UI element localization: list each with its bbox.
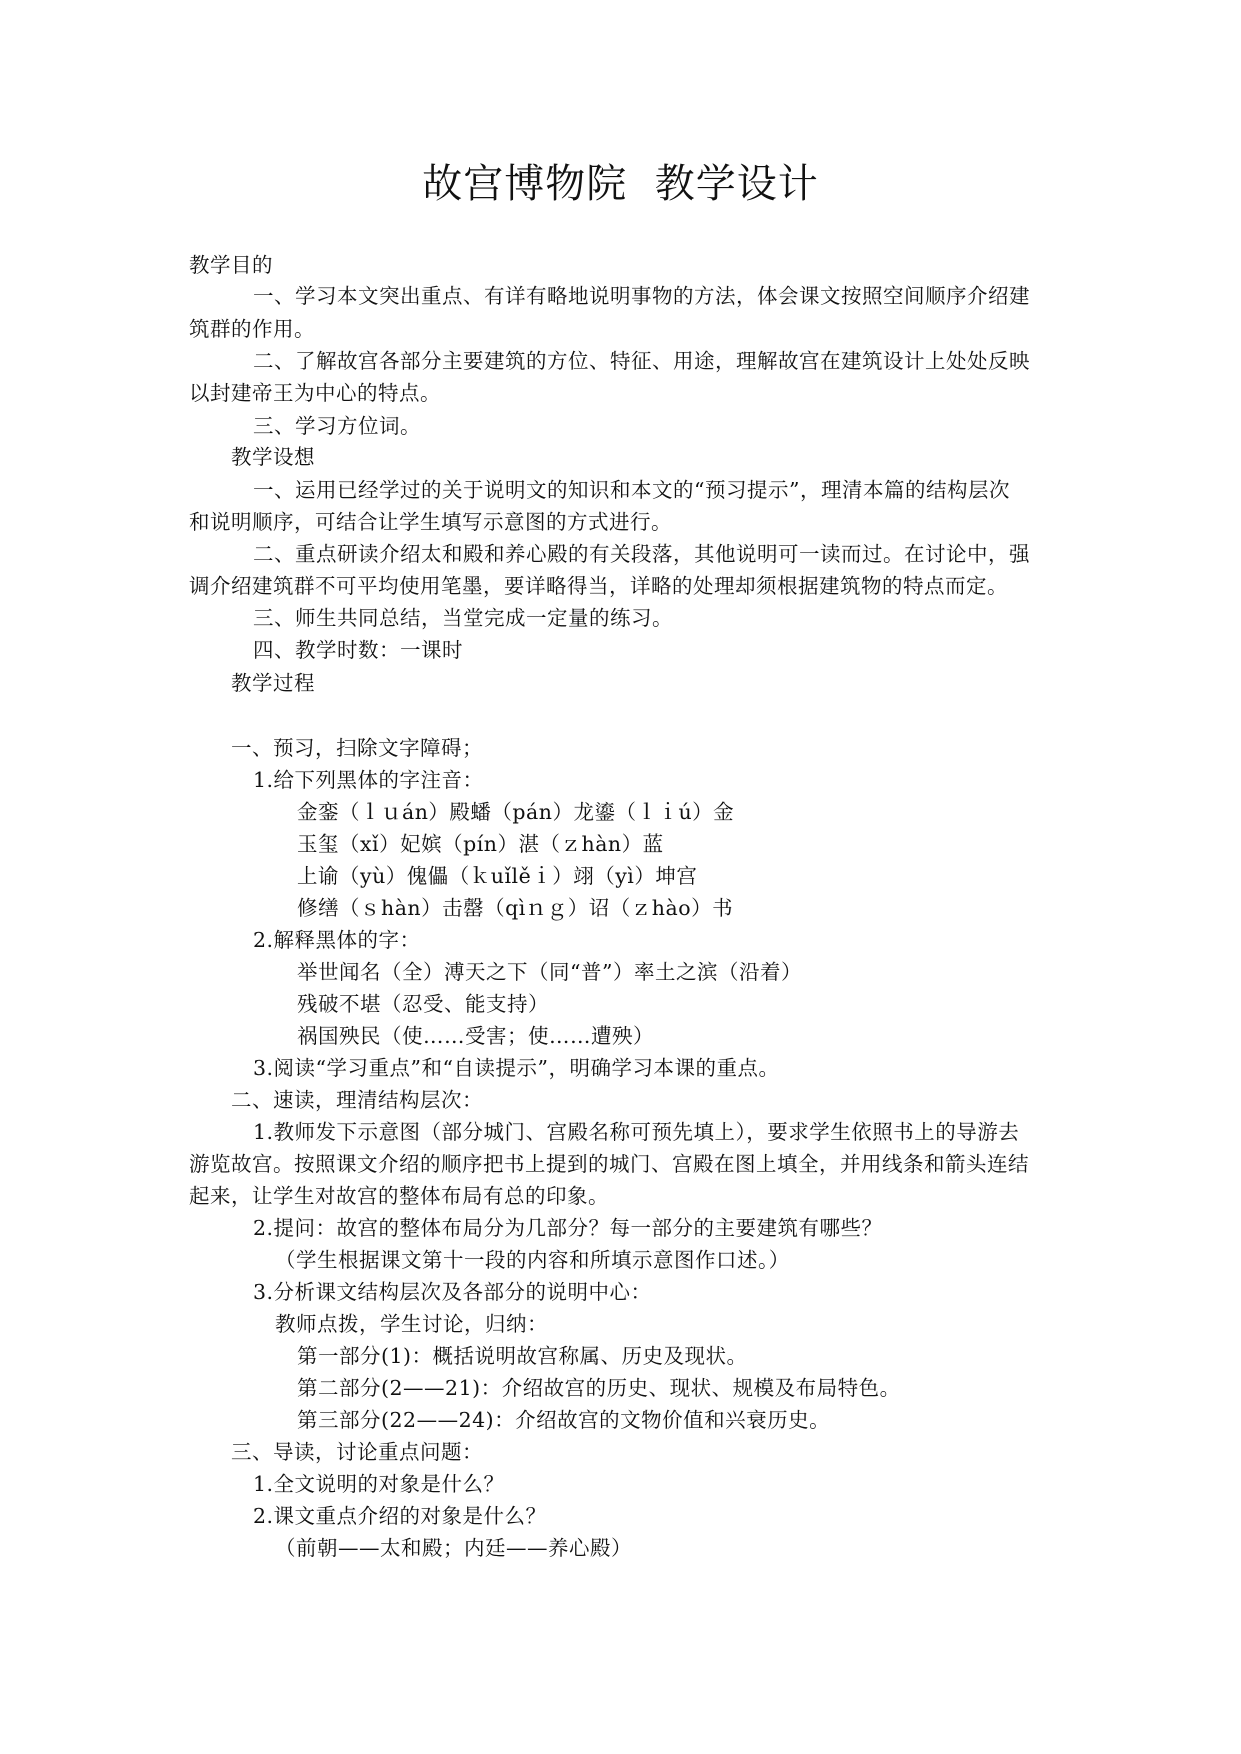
idea-3: 三、师生共同总结，当堂完成一定量的练习。 xyxy=(253,606,673,630)
objectives-heading: 教学目的 xyxy=(189,253,273,277)
section-1-question-3: 3.阅读“学习重点”和“自读提示”，明确学习本课的重点。 xyxy=(253,1056,780,1080)
section-1-question-1: 1.给下列黑体的字注音： xyxy=(253,768,484,792)
section-2-question-1-line-1: 1.教师发下示意图（部分城门、宫殿名称可预先填上），要求学生依照书上的导游去 xyxy=(253,1120,1020,1144)
meaning-line: 祸国殃民（使……受害；使……遭殃） xyxy=(297,1024,654,1048)
idea-4: 四、教学时数：一课时 xyxy=(253,638,463,662)
structure-part: 第二部分(2——21)：介绍故宫的历史、现状、规模及布局特色。 xyxy=(297,1376,901,1400)
section-3-question-2-answer: （前朝——太和殿；内廷——养心殿） xyxy=(275,1536,632,1560)
pinyin-line: 修缮（ｓhàn）击罄（qìｎｇ）诏（ｚhào）书 xyxy=(297,896,734,920)
section-2-question-1-line-3: 起来，让学生对故宫的整体布局有总的印象。 xyxy=(189,1184,609,1208)
meaning-line: 举世闻名（全）溥天之下（同“普”）率土之滨（沿着） xyxy=(297,960,802,984)
objective-1-line-2: 筑群的作用。 xyxy=(189,317,315,341)
objective-2-line-1: 二、了解故宫各部分主要建筑的方位、特征、用途，理解故宫在建筑设计上处处反映 xyxy=(253,349,1030,373)
idea-1-line-2: 和说明顺序，可结合让学生填写示意图的方式进行。 xyxy=(189,510,672,534)
section-2-question-2: 2.提问：故宫的整体布局分为几部分？每一部分的主要建筑有哪些？ xyxy=(253,1216,883,1240)
objective-3: 三、学习方位词。 xyxy=(253,414,421,438)
idea-2-line-2: 调介绍建筑群不可平均使用笔墨，要详略得当，详略的处理却须根据建筑物的特点而定。 xyxy=(189,574,1008,598)
document-title: 故宫博物院 教学设计 xyxy=(422,161,819,207)
structure-part: 第一部分(1)：概括说明故宫称属、历史及现状。 xyxy=(297,1344,748,1368)
section-3-question-1: 1.全文说明的对象是什么？ xyxy=(253,1472,505,1496)
section-2-question-3: 3.分析课文结构层次及各部分的说明中心： xyxy=(253,1280,652,1304)
objective-2-line-2: 以封建帝王为中心的特点。 xyxy=(189,381,441,405)
section-1-heading: 一、预习，扫除文字障碍； xyxy=(231,736,483,760)
section-2-question-2-note: （学生根据课文第十一段的内容和所填示意图作口述。） xyxy=(275,1248,790,1272)
objective-1-line-1: 一、学习本文突出重点、有详有略地说明事物的方法，体会课文按照空间顺序介绍建 xyxy=(253,284,1030,308)
structure-part: 第三部分(22——24)：介绍故宫的文物价值和兴衰历史。 xyxy=(297,1408,831,1432)
idea-2-line-1: 二、重点研读介绍太和殿和养心殿的有关段落，其他说明可一读而过。在讨论中，强 xyxy=(253,542,1030,566)
process-heading: 教学过程 xyxy=(231,671,315,695)
section-3-heading: 三、导读，讨论重点问题： xyxy=(231,1440,483,1464)
meaning-line: 残破不堪（忍受、能支持） xyxy=(297,992,549,1016)
pinyin-line: 玉玺（xǐ）妃嫔（pín）湛（ｚhàn）蓝 xyxy=(297,832,664,856)
section-3-question-2: 2.课文重点介绍的对象是什么？ xyxy=(253,1504,547,1528)
section-2-question-1-line-2: 游览故宫。按照课文介绍的顺序把书上提到的城门、宫殿在图上填全，并用线条和箭头连结 xyxy=(189,1152,1029,1176)
pinyin-line: 上谕（yù）傀儡（ｋuǐlěｉ）翊（yì）坤宫 xyxy=(297,864,698,888)
ideas-heading: 教学设想 xyxy=(231,445,315,469)
section-1-question-2: 2.解释黑体的字： xyxy=(253,928,421,952)
section-2-heading: 二、速读，理清结构层次： xyxy=(231,1088,483,1112)
section-2-question-3-intro: 教师点拨，学生讨论，归纳： xyxy=(275,1312,548,1336)
idea-1-line-1: 一、运用已经学过的关于说明文的知识和本文的“预习提示”，理清本篇的结构层次 xyxy=(253,478,1010,502)
pinyin-line: 金銮（ｌｕán）殿蟠（pán）龙鎏（ｌｉú）金 xyxy=(297,800,735,824)
